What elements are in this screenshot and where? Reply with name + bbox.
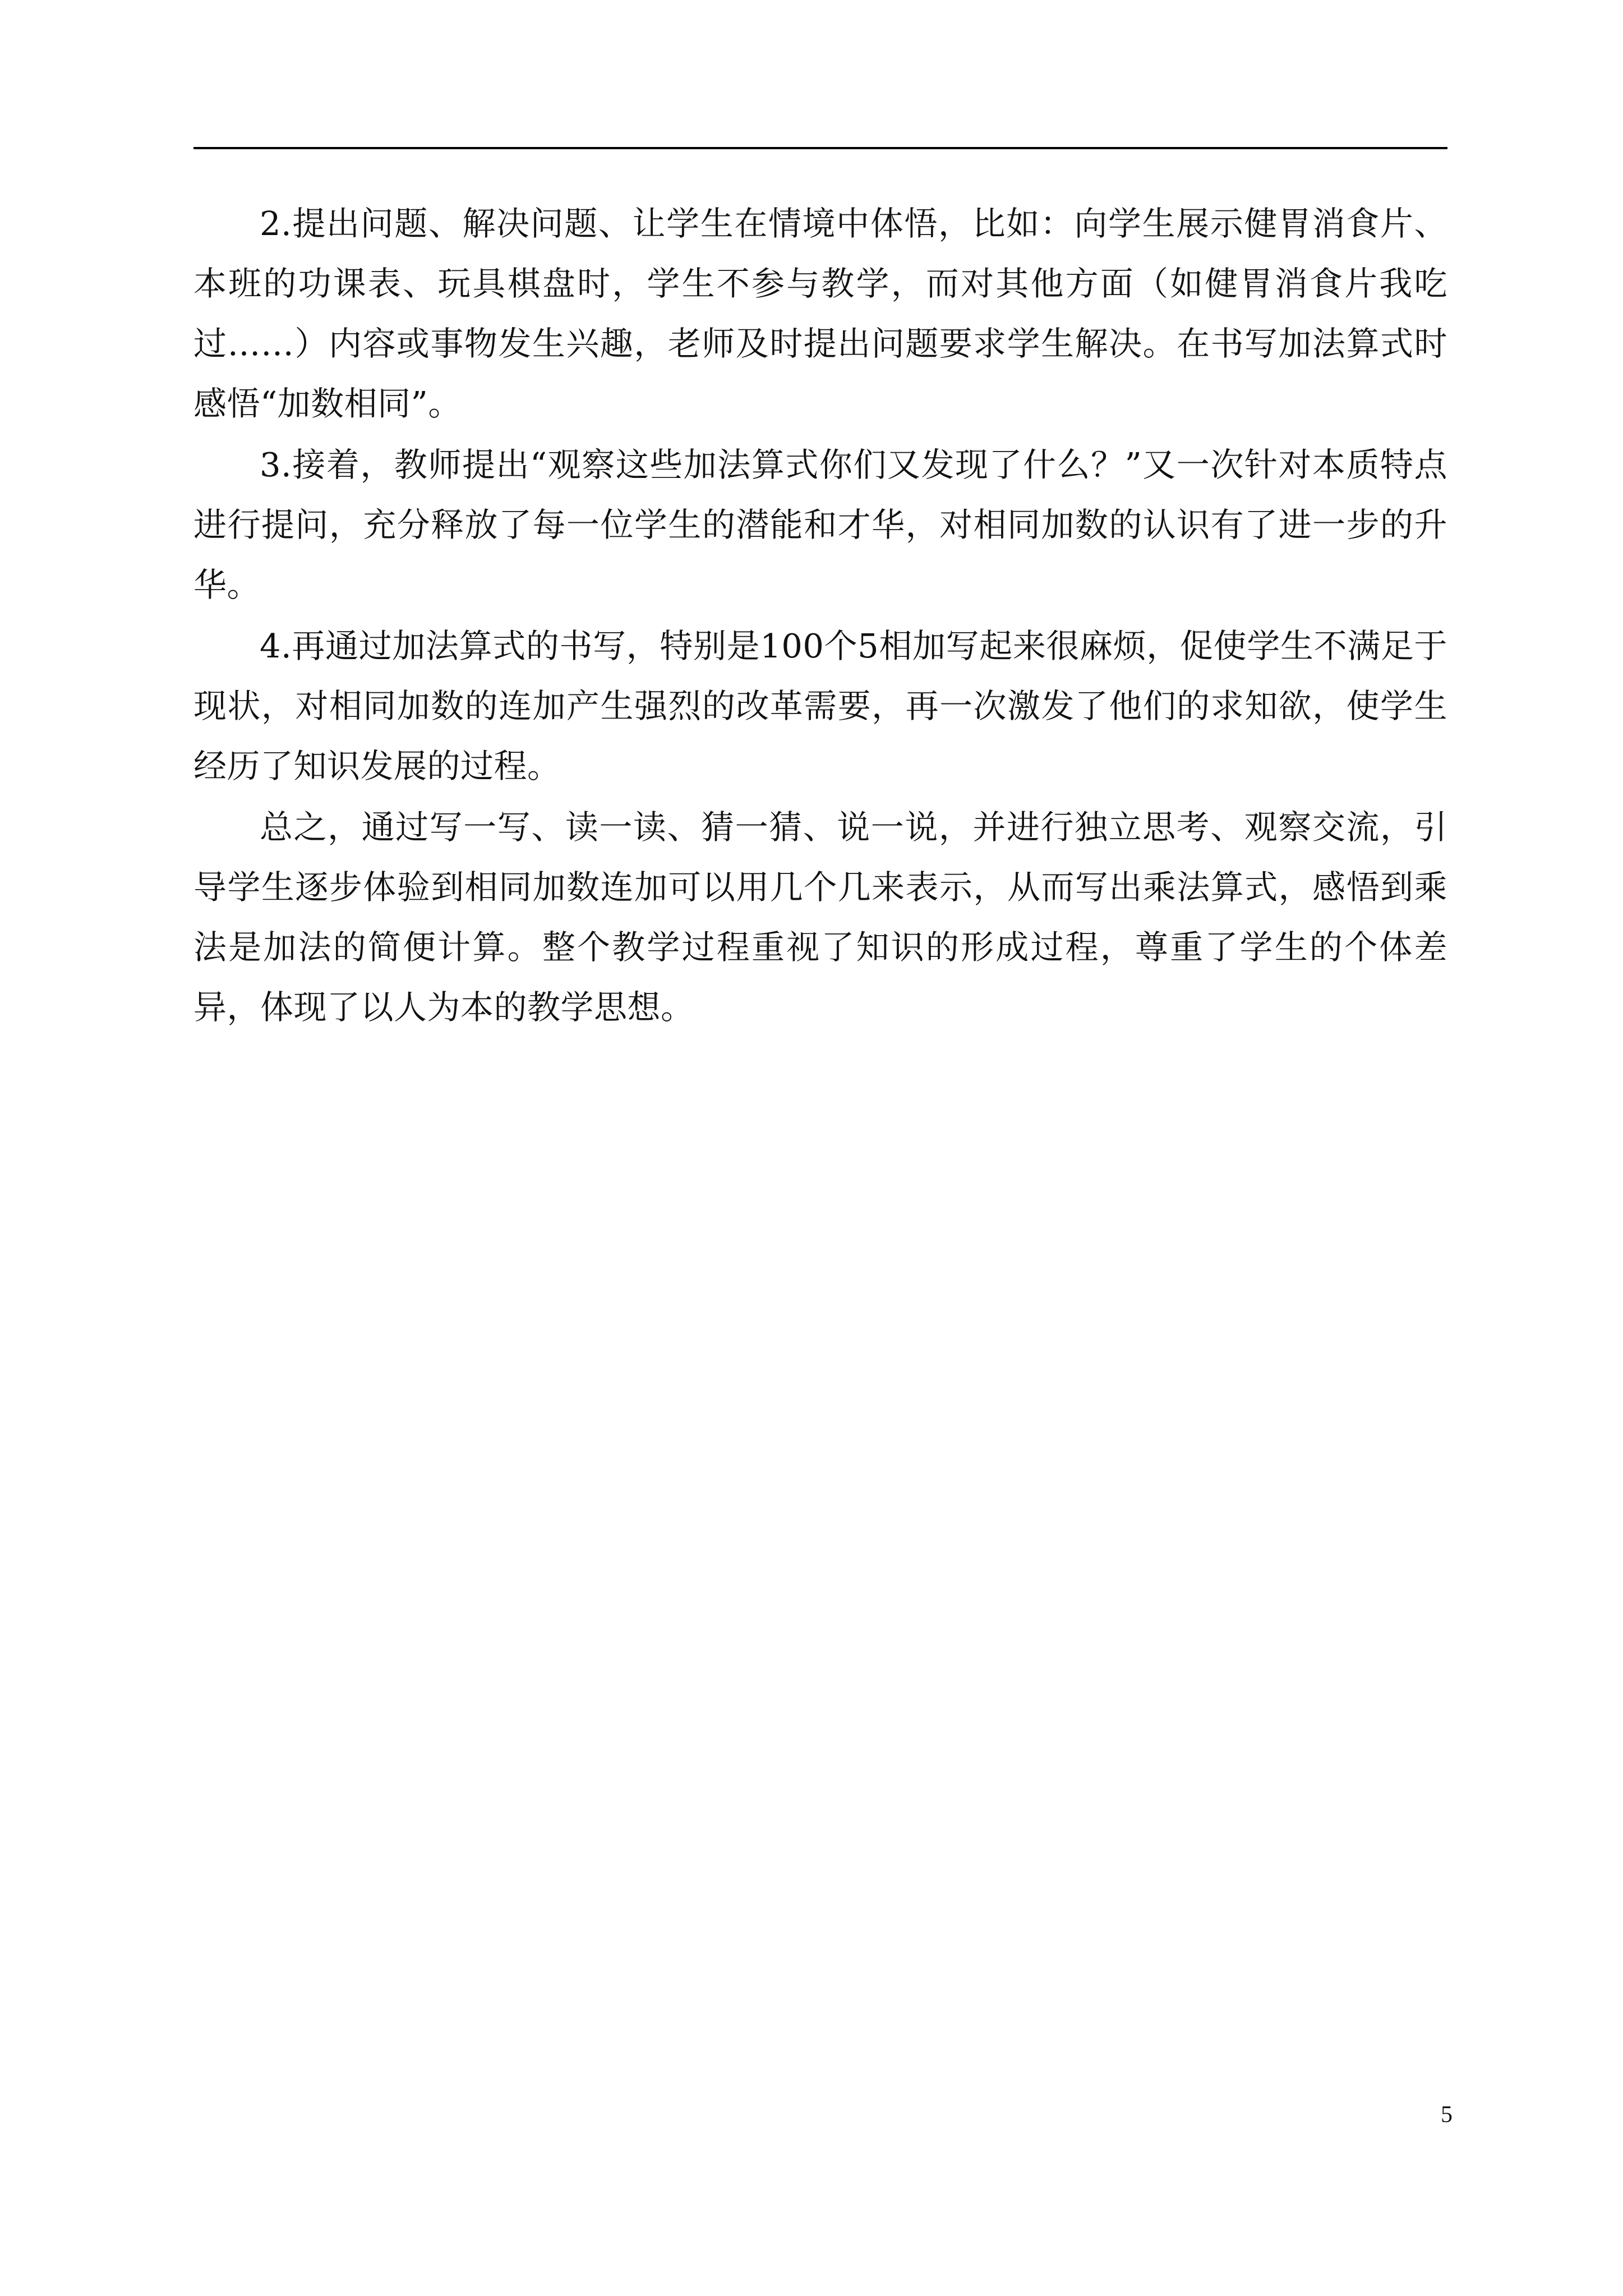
paragraph-2: 2.提出问题、解决问题、让学生在情境中体悟，比如：向学生展示健胃消食片、本班的功课表、玩具棋盘时，学生不参与教学，而对其他方面（如健胃消食片我吃过……）内容或事物发生兴趣，老师及时提出问题要求学生解决。在书写加法算式时感悟“加数相同”。 bbox=[193, 204, 1447, 423]
paragraph-3: 3.接着，教师提出“观察这些加法算式你们又发现了什么？”又一次针对本质特点进行提问，充分释放了每一位学生的潜能和才华，对相同加数的认识有了进一步的升华。 bbox=[193, 445, 1447, 604]
header-rule bbox=[193, 147, 1447, 149]
paragraph-summary: 总之，通过写一写、读一读、猜一猜、说一说，并进行独立思考、观察交流，引导学生逐步体验到相同加数连加可以用几个几来表示，从而写出乘法算式，感悟到乘法是加法的简便计算。整个教学过程重视了知识的形成过程，尊重了学生的个体差异，体现了以人为本的教学思想。 bbox=[193, 808, 1447, 1027]
page-number: 5 bbox=[1441, 2102, 1453, 2128]
paragraph-4: 4.再通过加法算式的书写，特别是100个5相加写起来很麻烦，促使学生不满足于现状，对相同加数的连加产生强烈的改革需要，再一次激发了他们的求知欲，使学生经历了知识发展的过程。 bbox=[193, 627, 1447, 785]
document-body bbox=[193, 194, 1447, 1038]
